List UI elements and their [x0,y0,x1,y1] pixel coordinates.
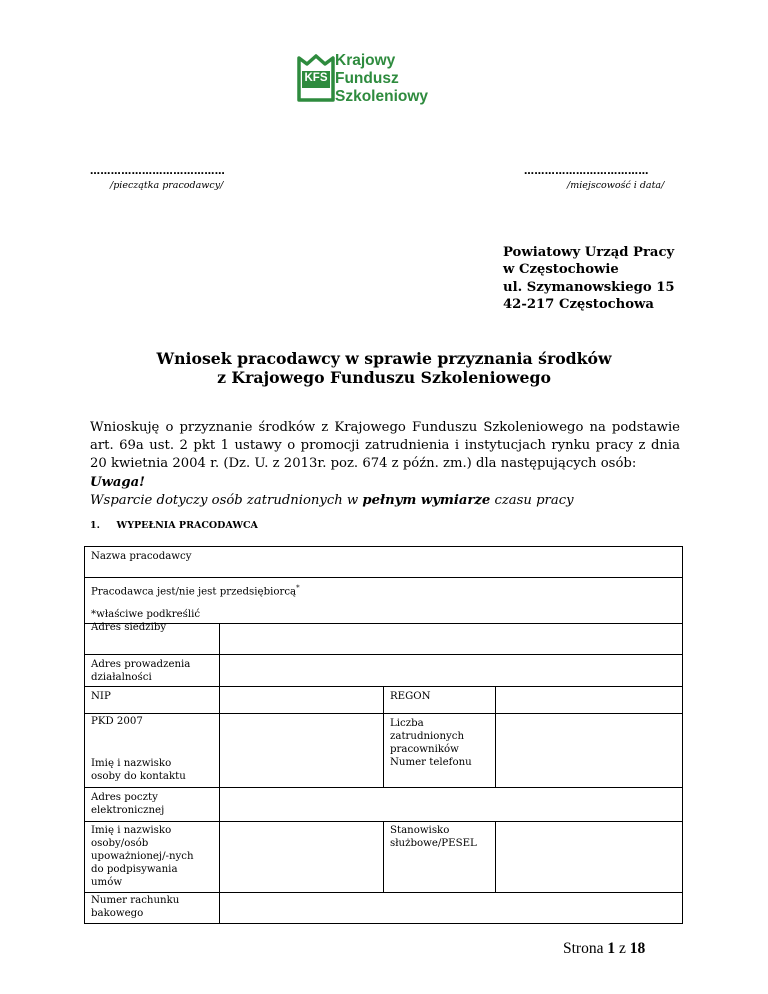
intro-line-1: Wnioskuję o przyznanie środków z Krajowego Funduszu Szkoleniowego na podstawie [90,420,680,435]
email-field[interactable] [220,788,681,820]
stamp-caption: /pieczątka pracodawcy/ [110,180,224,191]
note-before: Wsparcie dotyczy osób zatrudnionych w [90,492,363,508]
label-bank-account [91,894,179,920]
label-footnote: *właściwe podkreślić [91,609,201,620]
label-auth-3: upoważnionej/-nych [91,851,194,862]
position-pesel-field[interactable] [496,822,681,891]
footer-total-pages: 18 [629,940,646,957]
section-title: WYPEŁNIA PRACODAWCA [116,520,258,531]
label-auth-4: do podpisywania [91,864,178,875]
label-position-1: Stanowisko [390,825,450,836]
title-line-1: Wniosek pracodawcy w sprawie przyznania środków [156,349,612,368]
kfs-abbr: KFS [304,72,328,84]
address-line-2: w Częstochowie [503,262,619,278]
label-business-address-2: działalności [91,672,152,683]
label-bank-2: bakowego [91,908,144,919]
address-line-3: ul. Szymanowskiego 15 [503,279,675,295]
place-date-dots: ……………………………… [524,166,649,177]
kfs-logo [297,52,472,110]
stamp-dots: ………………………………… [90,166,226,177]
bank-account-field[interactable] [220,893,681,923]
label-employees-1: Liczba [390,718,424,729]
section-heading [90,520,258,531]
label-auth-5: umów [91,877,123,888]
address-line-1: Powiatowy Urząd Pracy [503,245,675,260]
label-auth-2: osoby/osób [91,838,149,849]
intro-paragraph [90,419,680,510]
section-number: 1. [90,520,100,531]
footer-page-number: 1 [607,940,616,957]
footer-prefix: Strona [563,940,608,957]
label-contact-1: Imię i nazwisko [91,758,172,769]
label-email-1: Adres poczty [91,792,158,803]
label-employer-name: Nazwa pracodawcy [91,551,192,562]
logo-line-2: Fundusz [335,70,399,87]
label-bank-1: Numer rachunku [91,895,180,906]
business-address-field[interactable] [220,655,681,685]
page-footer [563,940,645,958]
document-title [0,349,768,387]
label-regon: REGON [390,691,431,702]
intro-line-2: art. 69a ust. 2 pkt 1 ustawy o promocji zatrudnienia i instytucjach rynku pracy z dnia [90,438,680,454]
label-email [91,791,164,817]
label-employees [390,717,472,769]
label-email-2: elektronicznej [91,805,165,816]
label-phone: Numer telefonu [390,757,472,768]
label-employees-3: pracowników [390,744,459,755]
label-position-2: służbowe/PESEL [390,838,477,849]
note-after: czasu pracy [490,492,574,508]
footer-middle: z [615,940,630,957]
pkd-contact-field[interactable] [220,714,382,786]
logo-line-1: Krajowy [335,52,396,69]
label-employees-2: zatrudnionych [390,731,465,742]
note-bold: pełnym wymiarze [362,492,491,508]
note-text [90,492,680,510]
regon-field[interactable] [496,687,681,712]
label-business-address-1: Adres prowadzenia [91,659,191,670]
label-contact-person [91,757,186,783]
employer-form-table [84,546,683,924]
recipient-address [503,244,675,313]
intro-line-3: 20 kwietnia 2004 r. (Dz. U. z 2013r. poz. 674 z późn. zm.) dla następujących osób: [90,456,637,472]
label-nip: NIP [91,691,111,702]
address-line-4: 42-217 Częstochowa [503,296,654,312]
label-contact-2: osoby do kontaktu [91,771,186,782]
label-seat-address: Adres siedziby [91,622,167,633]
seat-address-field[interactable] [220,624,681,653]
label-entrepreneur-text: Pracodawca jest/nie jest przedsiębiorcą [91,586,297,598]
place-date-caption: /miejscowość i data/ [567,180,665,191]
footnote-mark: * [296,584,300,592]
label-business-address [91,658,190,684]
nip-field[interactable] [220,687,382,712]
label-entrepreneur [91,582,300,598]
title-line-2: z Krajowego Funduszu Szkoleniowego [217,368,551,387]
label-auth-1: Imię i nazwisko [91,825,172,836]
authorized-person-field[interactable] [220,822,382,891]
logo-line-3: Szkoleniowy [335,88,429,105]
employees-phone-field[interactable] [496,714,681,786]
label-pkd: PKD 2007 [91,716,143,727]
note-label: Uwaga! [90,474,145,490]
label-position-pesel [390,824,477,850]
label-authorized-person [91,824,194,889]
